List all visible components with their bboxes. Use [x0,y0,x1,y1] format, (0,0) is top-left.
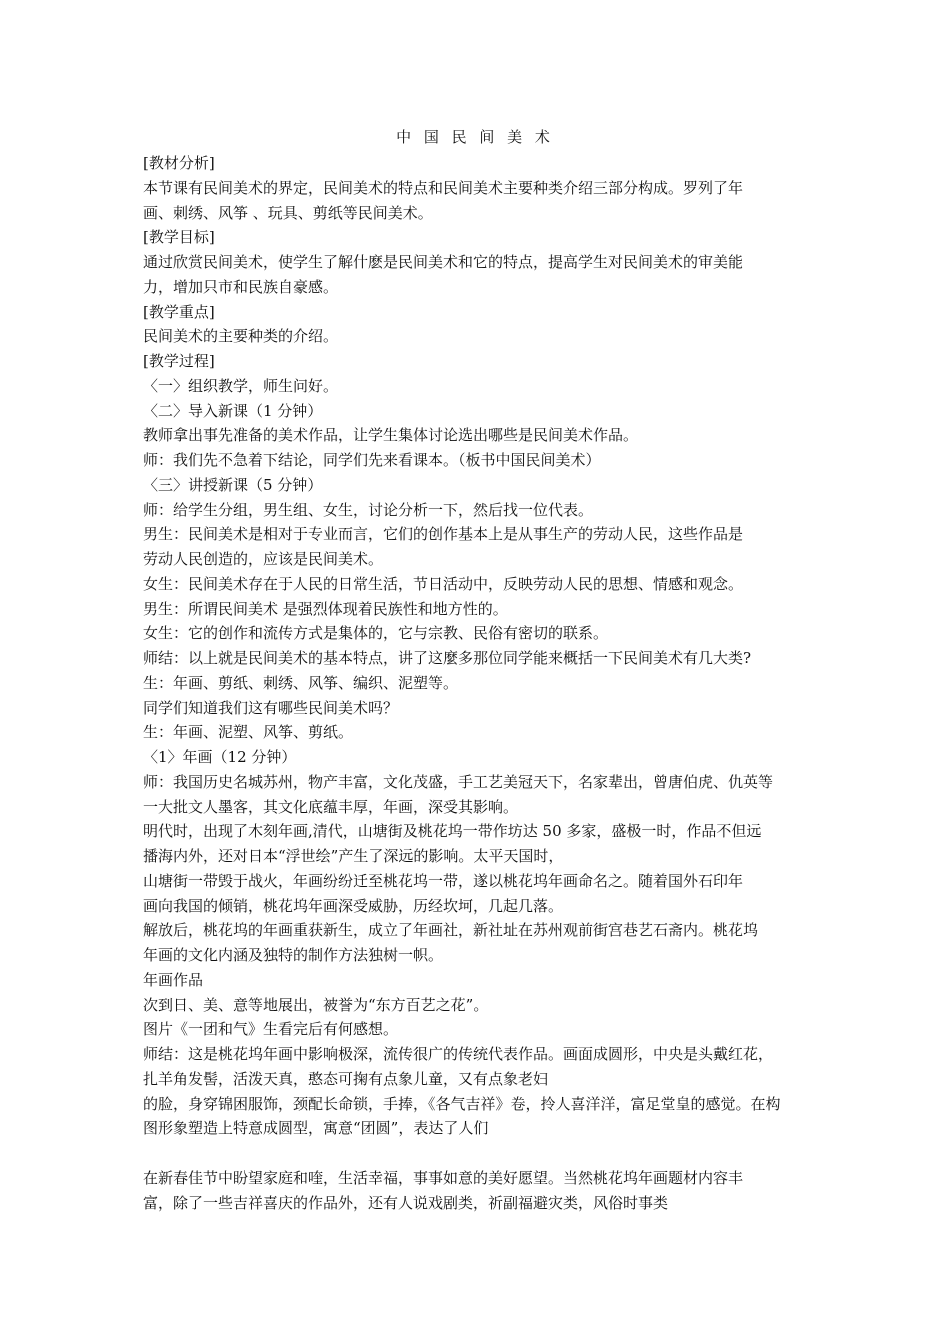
text-line: 解放后，桃花坞的年画重获新生，成立了年画社，新社址在苏州观前街宫巷艺石斋内。桃花坞 [143,921,759,940]
text-line: 师：我们先不急着下结论，同学们先来看课本。（板书中国民间美术） [143,451,601,469]
text-line: [教材分析] [143,154,215,172]
text-line: 在新春佳节中盼望家庭和喹，生活幸福，事事如意的美好愿望。当然桃花坞年画题材内容丰 [143,1168,744,1187]
text-line: [教学重点] [143,302,215,321]
text-line: 的脸，身穿锦困服饰，颈配长命锁，手捧，《各气吉祥》卷，拎人喜洋洋，富足堂皇的感觉。在构 [143,1094,781,1113]
text-line: 教师拿出事先准备的美术作品，让学生集体讨论选出哪些是民间美术作品。 [143,426,639,445]
text-line: 图形象塑造上特意成圆型，寓意“团圆”，表达了人们 [143,1119,489,1138]
text-line: 男生：民间美术是相对于专业而言，它们的创作基本上是从事生产的劳动人民，这些作品是 [143,525,744,544]
text-line: 同学们知道我们这有哪些民间美术吗？ [143,698,399,717]
text-line: 〈1〉年画（12 分钟） [143,748,297,766]
text-line: 师结：这是桃花坞年画中影响极深，流传很广的传统代表作品。画面成圆形，中央是头戴红花， [143,1045,774,1063]
text-line: 扎羊角发髻，活泼天真，憨态可掬有点象儿童，又有点象老妇 [143,1069,549,1088]
text-line: 富，除了一些吉祥喜庆的作品外，还有人说戏剧类，祈副福避灾类，风俗时事类 [143,1193,669,1212]
text-line: 通过欣赏民间美术，使学生了解什麽是民间美术和它的特点，提高学生对民间美术的审美能 [143,253,744,271]
page-title: 中 国 民 间 美 术 [396,128,554,146]
text-line: 次到日、美、意等地展出，被誉为“东方百艺之花”。 [143,995,489,1014]
text-line: 生：年画、剪纸、刺绣、风筝、编织、泥塑等。 [143,673,459,692]
blank-line [143,1141,811,1166]
text-line: 师：我国历史名城苏州，物产丰富，文化茂盛，手工艺美冠天下，名家辈出，曾唐伯虎、仇英等 [143,772,774,791]
text-line: [教学目标] [143,228,215,247]
text-line: 女生：民间美术存在于人民的日常生活，节日活动中，反映劳动人民的思想、情感和观念。 [143,574,744,593]
text-line: 〈三〉讲授新课（5 分钟） [143,475,323,494]
text-line: 图片《一团和气》生看完后有何感想。 [143,1020,399,1039]
text-line: 明代时，出现了木刻年画,清代，山塘街及桃花坞一带作坊达 50 多家，盛极一时，作品不但远 [143,822,762,841]
text-line: 画向我国的倾销，桃花坞年画深受威胁，历经坎坷，几起几落。 [143,896,564,915]
text-line: 一大批文人墨客，其文化底蕴丰厚，年画，深受其影响。 [143,797,519,816]
text-line: 〈一〉组织教学，师生问好。 [143,376,339,395]
text-line: 劳动人民创造的，应该是民间美术。 [143,550,384,568]
text-line: 〈二〉导入新课（1 分钟） [143,401,323,420]
text-line: 画、刺绣、风筝 、玩具、剪纸等民间美术。 [143,203,433,222]
text-line: [教学过程] [143,352,215,370]
text-line: 女生：它的创作和流传方式是集体的，它与宗教、民俗有密切的联系。 [143,624,609,643]
text-line: 山塘街一带毁于战火，年画纷纷迁至桃花坞一带，遂以桃花坞年画命名之。随着国外石印年 [143,871,744,890]
text-line: 本节课有民间美术的界定，民间美术的特点和民间美术主要种类介绍三部分构成。罗列了年 [143,178,744,197]
text-line: 年画的文化内涵及独特的制作方法独树一帜。 [143,946,444,964]
text-line: 师：给学生分组，男生组、女生，讨论分析一下，然后找一位代表。 [143,500,594,519]
text-line: 力，增加只市和民族自豪感。 [143,277,339,296]
text-line: 民间美术的主要种类的介绍。 [143,327,339,346]
text-line: 师结：以上就是民间美术的基本特点，讲了这麼多那位同学能来概括一下民间美术有几大类? [143,649,752,667]
text-line: 年画作品 [143,970,204,989]
text-line: 男生：所谓民间美术 是强烈体现着民族性和地方性的。 [143,599,508,618]
text-line: 生：年画、泥塑、风筝、剪纸。 [143,723,354,742]
document-body [143,151,811,1215]
text-line: 播海内外，还对日本“浮世绘”产生了深远的影响。太平天国时， [143,847,564,865]
